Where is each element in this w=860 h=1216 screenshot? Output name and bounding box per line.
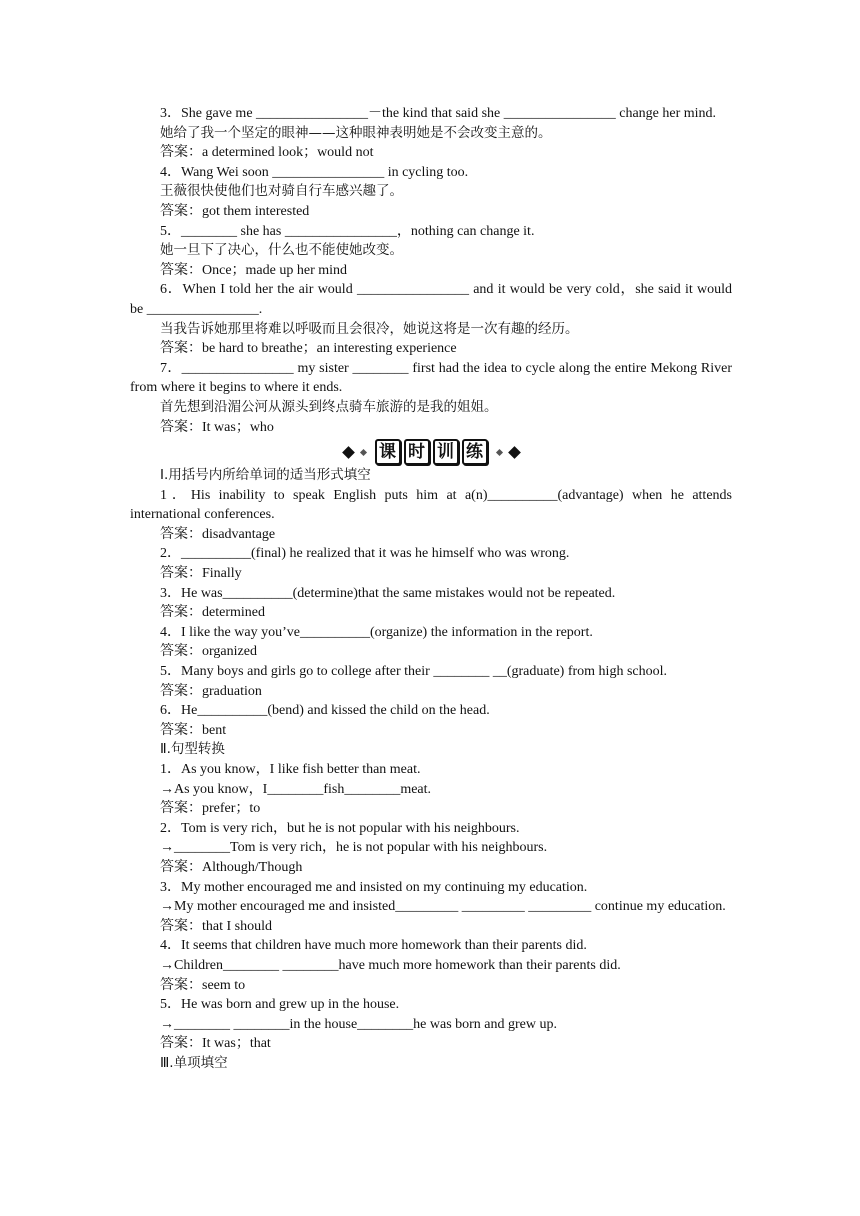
answer-line: 答案：be hard to breathe；an interesting experience <box>160 341 457 357</box>
answer-line: 答案：a determined look；would not <box>160 145 374 161</box>
question-line: 1．His inability to speak English puts him at a(n)__________(advantage) when he attends international conferences. <box>130 487 732 523</box>
section-heading: Ⅲ.单项填空 <box>160 1054 228 1071</box>
answer-line: 答案：It was；who <box>160 419 274 435</box>
answer-line: 答案：Once；made up her mind <box>160 262 348 278</box>
question-line: 2．Tom is very rich，but he is not popular with his neighbours. <box>160 820 520 836</box>
translation-line: 王薇很快使他们也对骑自行车感兴趣了。 <box>160 183 403 200</box>
banner-title-char: 时 <box>404 439 430 465</box>
diamond-icon <box>359 449 366 456</box>
rewrite-line: →As you know，I________fish________meat. <box>160 781 432 797</box>
translation-line: 当我告诉她那里将难以呼吸而且会很冷，她说这将是一次有趣的经历。 <box>160 320 579 337</box>
question-line: 5．Many boys and girls go to college after their ________ __(graduate) from high school. <box>160 664 667 680</box>
rewrite-line: →________Tom is very rich，he is not popular with his neighbours. <box>160 840 548 856</box>
rewrite-line: →My mother encouraged me and insisted_________ _________ _________ continue my education. <box>160 899 726 915</box>
rewrite-line: →Children________ ________have much more homework than their parents did. <box>160 957 621 973</box>
question-line: 4．Wang Wei soon ________________ in cycling too. <box>160 164 469 180</box>
question-line: 4．I like the way you’ve__________(organize) the information in the report. <box>160 624 593 640</box>
question-line: 5．He was born and grew up in the house. <box>160 997 400 1013</box>
question-line: 6．He__________(bend) and kissed the child on the head. <box>160 703 490 719</box>
diamond-icon <box>508 446 521 459</box>
diamond-icon <box>342 446 355 459</box>
answer-line: 答案：got them interested <box>160 203 310 219</box>
answer-line: 答案：graduation <box>160 683 262 699</box>
question-line: 5．________ she has ________________，nothing can change it. <box>160 223 535 239</box>
translation-line: 她给了我一个坚定的眼神——这种眼神表明她是不会改变主意的。 <box>160 124 552 141</box>
question-line: 7．________________ my sister ________ first had the idea to cycle along the entire Mekong River from where it begins to where it ends. <box>130 360 732 396</box>
question-line: 3．She gave me ________________－the kind that said she ________________ change her mind. <box>160 106 717 121</box>
banner-left-ornament <box>341 448 369 457</box>
exercise-section <box>130 466 732 1073</box>
question-line: 3．He was__________(determine)that the same mistakes would not be repeated. <box>160 585 616 601</box>
question-line: 6．When I told her the air would ________________ and it would be very cold，she said it would be ________________. <box>130 282 732 317</box>
document-page <box>130 104 732 1074</box>
answer-line: 答案：Although/Though <box>160 859 303 875</box>
answer-line: 答案：disadvantage <box>160 526 276 542</box>
question-line: 3．My mother encouraged me and insisted on my continuing my education. <box>160 879 588 895</box>
question-line: 4．It seems that children have much more homework than their parents did. <box>160 938 587 954</box>
banner-right-ornament <box>494 448 522 457</box>
answer-line: 答案：prefer；to <box>160 801 261 817</box>
banner-title-char: 课 <box>375 439 401 465</box>
answer-line: 答案：organized <box>160 644 257 660</box>
diamond-icon <box>495 449 502 456</box>
translation-line: 首先想到沿湄公河从源头到终点骑车旅游的是我的姐姐。 <box>160 398 498 415</box>
banner-title-char: 练 <box>462 439 488 465</box>
answer-line: 答案：that I should <box>160 918 272 934</box>
section-banner <box>130 438 732 466</box>
banner-title-char: 训 <box>433 439 459 465</box>
banner-title <box>375 439 488 465</box>
section-heading: Ⅱ.句型转换 <box>160 741 225 758</box>
answer-line: 答案：determined <box>160 605 265 621</box>
rewrite-line: →________ ________in the house________he was born and grew up. <box>160 1016 558 1032</box>
question-line: 1．As you know，I like fish better than meat. <box>160 762 421 777</box>
answer-line: 答案：Finally <box>160 566 242 582</box>
answer-line: 答案：bent <box>160 722 227 738</box>
sentence-translation-section <box>130 104 732 437</box>
answer-line: 答案：seem to <box>160 977 246 993</box>
answer-line: 答案：It was；that <box>160 1036 271 1052</box>
translation-line: 她一旦下了决心，什么也不能使她改变。 <box>160 242 403 259</box>
section-heading: Ⅰ.用括号内所给单词的适当形式填空 <box>160 467 371 484</box>
question-line: 2．__________(final) he realized that it was he himself who was wrong. <box>160 546 570 562</box>
